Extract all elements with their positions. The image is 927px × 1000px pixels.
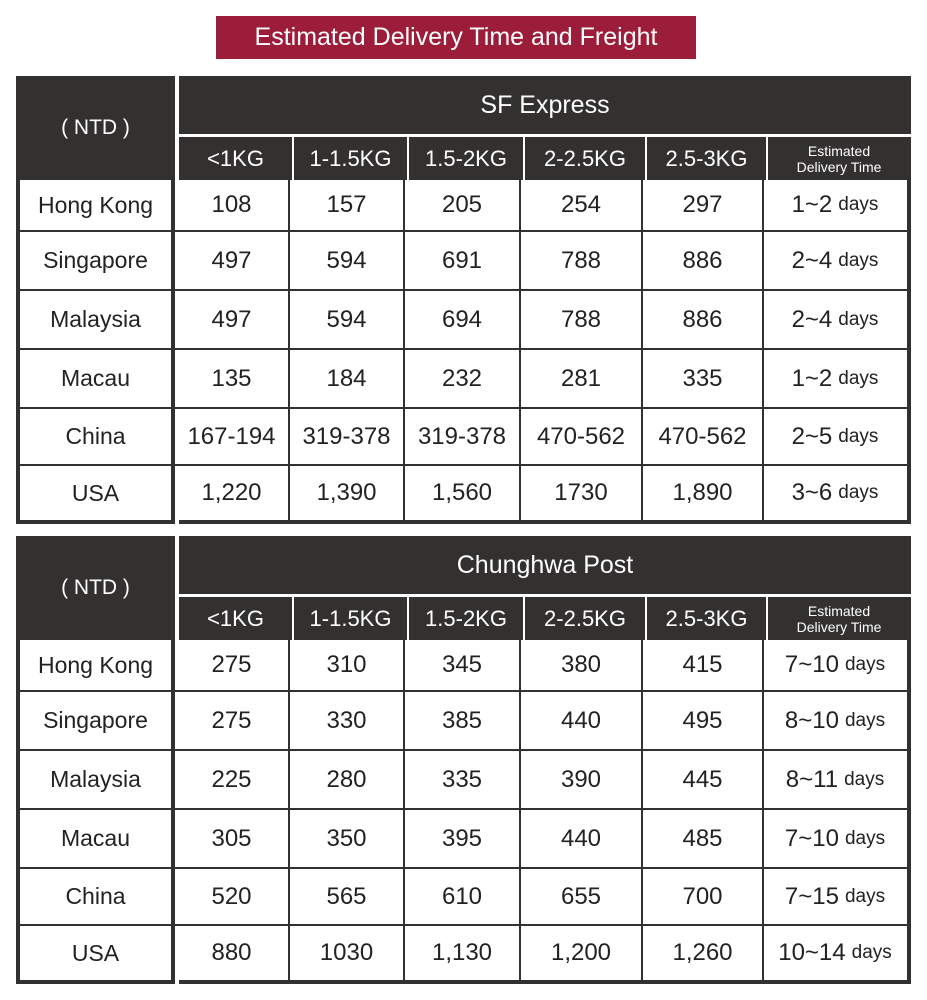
delivery-time-cell (764, 869, 906, 924)
delivery-time-cell (764, 810, 906, 867)
price-cell: 319-378 (405, 409, 521, 464)
weight-header-row (179, 137, 910, 180)
carrier-name: Chunghwa Post (456, 550, 634, 579)
delivery-time-value: 8~10 (784, 706, 839, 734)
delivery-time-unit: days (844, 654, 886, 675)
country-cell: Malaysia (20, 751, 175, 808)
country-cell: China (20, 869, 175, 924)
chunghwa-post-table (16, 536, 911, 984)
price-cell: 281 (521, 350, 643, 407)
delivery-time-value: 7~10 (784, 651, 839, 678)
price-cell: 1,260 (643, 926, 764, 980)
price-cell: 380 (521, 640, 643, 690)
price-cell: 788 (521, 232, 643, 289)
price-cell: 700 (643, 869, 764, 924)
price-cell: 1030 (290, 926, 405, 980)
price-cell: 350 (290, 810, 405, 867)
delivery-time-unit: days (838, 308, 879, 330)
carrier-name: SF Express (480, 90, 610, 119)
weight-column-header: 2-2.5KG (525, 137, 647, 180)
table-row (20, 869, 907, 924)
table-row (20, 466, 907, 520)
price-cell: 1,390 (290, 466, 405, 520)
country-cell: Hong Kong (20, 640, 175, 690)
price-cell: 495 (643, 692, 764, 749)
delivery-time-header (768, 137, 910, 180)
weight-column-header: 1.5-2KG (409, 597, 525, 640)
delivery-time-value: 7~15 (784, 882, 839, 910)
table-row (20, 232, 907, 289)
price-cell: 520 (175, 869, 290, 924)
price-cell: 470-562 (521, 409, 643, 464)
price-cell: 157 (290, 180, 405, 230)
price-cell: 319-378 (290, 409, 405, 464)
price-cell: 1,560 (405, 466, 521, 520)
price-cell: 470-562 (643, 409, 764, 464)
delivery-time-value: 2~4 (791, 246, 833, 274)
delivery-time-value: 3~6 (791, 479, 833, 506)
weight-column-header: 2-2.5KG (525, 597, 647, 640)
delivery-header-line: Estimated (807, 602, 871, 619)
delivery-time-unit: days (838, 425, 879, 447)
country-cell: Singapore (20, 692, 175, 749)
table-row (20, 692, 907, 749)
price-cell: 385 (405, 692, 521, 749)
price-cell: 497 (175, 232, 290, 289)
price-cell: 415 (643, 640, 764, 690)
sf-express-table (16, 76, 911, 524)
page-title: Estimated Delivery Time and Freight (216, 16, 696, 59)
price-cell: 390 (521, 751, 643, 808)
price-cell: 232 (405, 350, 521, 407)
delivery-time-unit: days (851, 942, 892, 963)
table-row (20, 409, 907, 464)
weight-column-header: 1-1.5KG (294, 137, 409, 180)
country-cell: Hong Kong (20, 180, 175, 230)
price-cell: 694 (405, 291, 521, 348)
delivery-time-cell (764, 751, 906, 808)
delivery-time-cell (764, 180, 906, 230)
weight-column-header: 2.5-3KG (647, 137, 768, 180)
price-cell: 184 (290, 350, 405, 407)
price-cell: 135 (175, 350, 290, 407)
country-cell: Macau (20, 810, 175, 867)
country-cell: Malaysia (20, 291, 175, 348)
price-cell: 594 (290, 232, 405, 289)
currency-label: ( NTD ) (61, 116, 130, 139)
table-row (20, 926, 907, 980)
delivery-time-unit: days (844, 709, 886, 731)
weight-column-header: 1.5-2KG (409, 137, 525, 180)
table-body (20, 180, 907, 520)
weight-column-header: 2.5-3KG (647, 597, 768, 640)
price-cell: 1,200 (521, 926, 643, 980)
table-row (20, 350, 907, 407)
price-cell: 395 (405, 810, 521, 867)
price-cell: 1,130 (405, 926, 521, 980)
price-cell: 275 (175, 640, 290, 690)
price-cell: 886 (643, 291, 764, 348)
price-cell: 330 (290, 692, 405, 749)
weight-header-row (179, 597, 910, 640)
price-cell: 254 (521, 180, 643, 230)
price-cell: 108 (175, 180, 290, 230)
price-cell: 440 (521, 692, 643, 749)
price-cell: 485 (643, 810, 764, 867)
weight-column-header: 1-1.5KG (294, 597, 409, 640)
delivery-time-value: 2~5 (791, 422, 833, 450)
table-body (20, 640, 907, 980)
table-row (20, 640, 907, 690)
delivery-time-cell (764, 926, 906, 980)
delivery-time-value: 1~2 (791, 191, 833, 218)
delivery-time-unit: days (838, 249, 879, 271)
table-row (20, 291, 907, 348)
price-cell: 565 (290, 869, 405, 924)
price-cell: 310 (290, 640, 405, 690)
country-cell: USA (20, 926, 175, 980)
delivery-time-cell (764, 409, 906, 464)
country-cell: USA (20, 466, 175, 520)
price-cell: 445 (643, 751, 764, 808)
price-cell: 886 (643, 232, 764, 289)
price-cell: 610 (405, 869, 521, 924)
price-cell: 880 (175, 926, 290, 980)
delivery-time-value: 8~11 (785, 765, 839, 793)
table-row (20, 180, 907, 230)
price-cell: 167-194 (175, 409, 290, 464)
country-cell: Singapore (20, 232, 175, 289)
price-cell: 225 (175, 751, 290, 808)
delivery-header-line: Delivery Time (796, 618, 882, 635)
price-cell: 440 (521, 810, 643, 867)
table-row (20, 810, 907, 867)
table-row (20, 751, 907, 808)
price-cell: 335 (643, 350, 764, 407)
delivery-time-unit: days (838, 482, 879, 503)
price-cell: 1,220 (175, 466, 290, 520)
price-cell: 280 (290, 751, 405, 808)
delivery-time-unit: days (844, 885, 886, 907)
delivery-time-unit: days (838, 194, 879, 215)
weight-column-header: <1KG (179, 597, 294, 640)
delivery-time-value: 1~2 (791, 364, 833, 392)
delivery-time-value: 2~4 (791, 305, 833, 333)
delivery-time-unit: days (838, 367, 879, 389)
delivery-time-value: 10~14 (778, 939, 846, 966)
country-cell: Macau (20, 350, 175, 407)
price-cell: 691 (405, 232, 521, 289)
delivery-time-unit: days (844, 827, 886, 849)
price-cell: 335 (405, 751, 521, 808)
price-cell: 345 (405, 640, 521, 690)
delivery-time-unit: days (844, 768, 885, 790)
price-cell: 788 (521, 291, 643, 348)
delivery-time-cell (764, 640, 906, 690)
price-cell: 497 (175, 291, 290, 348)
weight-column-header: <1KG (179, 137, 294, 180)
delivery-time-value: 7~10 (784, 824, 839, 852)
delivery-time-header (768, 597, 910, 640)
delivery-time-cell (764, 350, 906, 407)
price-cell: 297 (643, 180, 764, 230)
price-cell: 305 (175, 810, 290, 867)
delivery-time-cell (764, 291, 906, 348)
delivery-header-line: Delivery Time (796, 158, 882, 175)
price-cell: 205 (405, 180, 521, 230)
delivery-time-cell (764, 466, 906, 520)
price-cell: 1,890 (643, 466, 764, 520)
currency-label: ( NTD ) (61, 576, 130, 599)
price-cell: 655 (521, 869, 643, 924)
price-cell: 1730 (521, 466, 643, 520)
country-cell: China (20, 409, 175, 464)
delivery-time-cell (764, 692, 906, 749)
price-cell: 594 (290, 291, 405, 348)
delivery-header-line: Estimated (807, 142, 871, 159)
price-cell: 275 (175, 692, 290, 749)
delivery-time-cell (764, 232, 906, 289)
